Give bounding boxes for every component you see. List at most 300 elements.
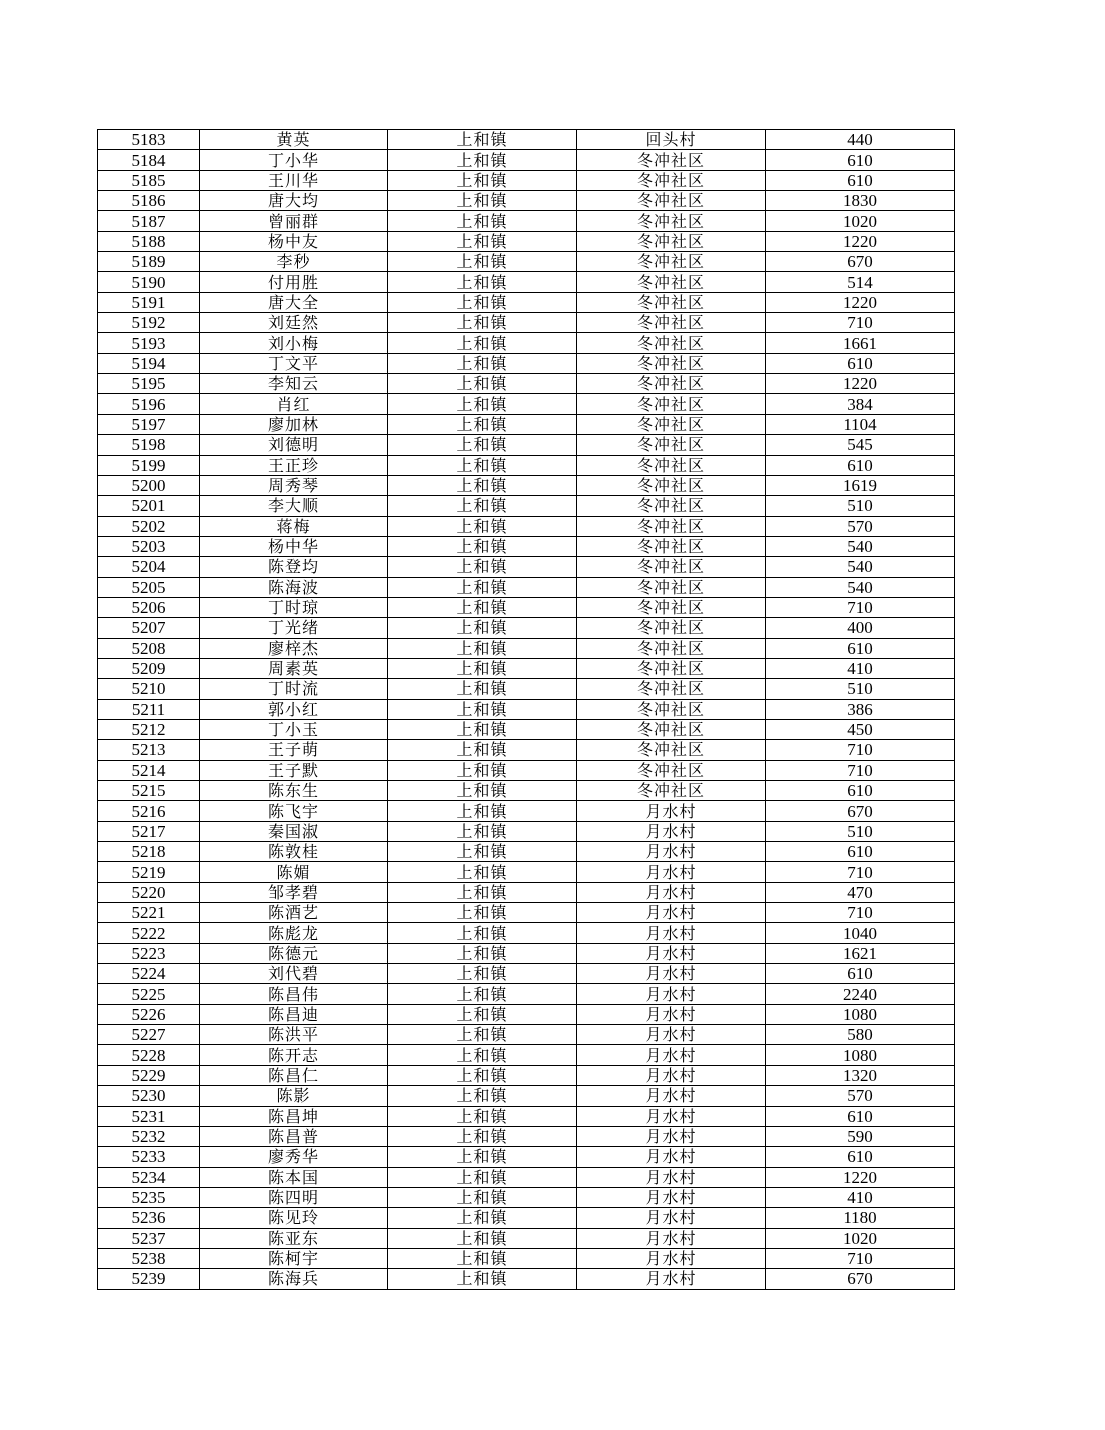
village-cell: 冬冲社区 bbox=[577, 231, 766, 251]
table-row bbox=[98, 272, 955, 292]
name-cell: 陈敦桂 bbox=[200, 842, 388, 862]
row-number-cell: 5198 bbox=[98, 435, 200, 455]
row-number-cell: 5183 bbox=[98, 130, 200, 150]
amount-cell: 1220 bbox=[766, 374, 955, 394]
village-cell: 月水村 bbox=[577, 984, 766, 1004]
amount-cell: 2240 bbox=[766, 984, 955, 1004]
village-cell: 冬冲社区 bbox=[577, 170, 766, 190]
row-number-cell: 5212 bbox=[98, 719, 200, 739]
table-row bbox=[98, 719, 955, 739]
name-cell: 李知云 bbox=[200, 374, 388, 394]
table-row bbox=[98, 333, 955, 353]
amount-cell: 410 bbox=[766, 658, 955, 678]
row-number-cell: 5235 bbox=[98, 1187, 200, 1207]
row-number-cell: 5195 bbox=[98, 374, 200, 394]
amount-cell: 450 bbox=[766, 719, 955, 739]
village-cell: 月水村 bbox=[577, 923, 766, 943]
town-cell: 上和镇 bbox=[388, 557, 577, 577]
name-cell: 王川华 bbox=[200, 170, 388, 190]
row-number-cell: 5236 bbox=[98, 1208, 200, 1228]
amount-cell: 1104 bbox=[766, 414, 955, 434]
table-row bbox=[98, 1004, 955, 1024]
town-cell: 上和镇 bbox=[388, 170, 577, 190]
amount-cell: 610 bbox=[766, 1106, 955, 1126]
name-cell: 陈媚 bbox=[200, 862, 388, 882]
name-cell: 陈见玲 bbox=[200, 1208, 388, 1228]
name-cell: 丁时流 bbox=[200, 679, 388, 699]
name-cell: 秦国淑 bbox=[200, 821, 388, 841]
village-cell: 回头村 bbox=[577, 130, 766, 150]
amount-cell: 580 bbox=[766, 1025, 955, 1045]
amount-cell: 710 bbox=[766, 740, 955, 760]
name-cell: 陈亚东 bbox=[200, 1228, 388, 1248]
amount-cell: 1020 bbox=[766, 1228, 955, 1248]
name-cell: 陈昌仁 bbox=[200, 1065, 388, 1085]
table-row bbox=[98, 1269, 955, 1289]
town-cell: 上和镇 bbox=[388, 679, 577, 699]
name-cell: 刘小梅 bbox=[200, 333, 388, 353]
amount-cell: 384 bbox=[766, 394, 955, 414]
amount-cell: 610 bbox=[766, 170, 955, 190]
village-cell: 冬冲社区 bbox=[577, 475, 766, 495]
village-cell: 冬冲社区 bbox=[577, 496, 766, 516]
row-number-cell: 5238 bbox=[98, 1248, 200, 1268]
table-row bbox=[98, 618, 955, 638]
row-number-cell: 5190 bbox=[98, 272, 200, 292]
town-cell: 上和镇 bbox=[388, 1269, 577, 1289]
town-cell: 上和镇 bbox=[388, 353, 577, 373]
amount-cell: 510 bbox=[766, 496, 955, 516]
amount-cell: 1020 bbox=[766, 211, 955, 231]
row-number-cell: 5227 bbox=[98, 1025, 200, 1045]
amount-cell: 1040 bbox=[766, 923, 955, 943]
amount-cell: 610 bbox=[766, 1147, 955, 1167]
name-cell: 唐大全 bbox=[200, 292, 388, 312]
town-cell: 上和镇 bbox=[388, 1065, 577, 1085]
amount-cell: 610 bbox=[766, 638, 955, 658]
amount-cell: 610 bbox=[766, 964, 955, 984]
village-cell: 冬冲社区 bbox=[577, 638, 766, 658]
row-number-cell: 5199 bbox=[98, 455, 200, 475]
amount-cell: 1220 bbox=[766, 231, 955, 251]
name-cell: 陈海兵 bbox=[200, 1269, 388, 1289]
table-row bbox=[98, 455, 955, 475]
amount-cell: 470 bbox=[766, 882, 955, 902]
name-cell: 廖梓杰 bbox=[200, 638, 388, 658]
town-cell: 上和镇 bbox=[388, 658, 577, 678]
village-cell: 冬冲社区 bbox=[577, 618, 766, 638]
name-cell: 李秒 bbox=[200, 252, 388, 272]
table-row bbox=[98, 1086, 955, 1106]
amount-cell: 510 bbox=[766, 821, 955, 841]
name-cell: 丁光绪 bbox=[200, 618, 388, 638]
table-row bbox=[98, 557, 955, 577]
row-number-cell: 5209 bbox=[98, 658, 200, 678]
row-number-cell: 5194 bbox=[98, 353, 200, 373]
village-cell: 冬冲社区 bbox=[577, 597, 766, 617]
name-cell: 陈酒艺 bbox=[200, 903, 388, 923]
village-cell: 冬冲社区 bbox=[577, 333, 766, 353]
town-cell: 上和镇 bbox=[388, 984, 577, 1004]
table-row bbox=[98, 1106, 955, 1126]
village-cell: 月水村 bbox=[577, 1167, 766, 1187]
table-row bbox=[98, 292, 955, 312]
amount-cell: 386 bbox=[766, 699, 955, 719]
village-cell: 冬冲社区 bbox=[577, 435, 766, 455]
town-cell: 上和镇 bbox=[388, 1167, 577, 1187]
name-cell: 丁小玉 bbox=[200, 719, 388, 739]
table-row bbox=[98, 130, 955, 150]
name-cell: 邹孝碧 bbox=[200, 882, 388, 902]
amount-cell: 590 bbox=[766, 1126, 955, 1146]
name-cell: 廖加林 bbox=[200, 414, 388, 434]
town-cell: 上和镇 bbox=[388, 1126, 577, 1146]
village-cell: 月水村 bbox=[577, 1126, 766, 1146]
data-table bbox=[97, 129, 955, 1290]
name-cell: 陈四明 bbox=[200, 1187, 388, 1207]
row-number-cell: 5197 bbox=[98, 414, 200, 434]
amount-cell: 610 bbox=[766, 842, 955, 862]
village-cell: 冬冲社区 bbox=[577, 740, 766, 760]
village-cell: 冬冲社区 bbox=[577, 211, 766, 231]
village-cell: 月水村 bbox=[577, 1106, 766, 1126]
village-cell: 月水村 bbox=[577, 1248, 766, 1268]
name-cell: 刘代碧 bbox=[200, 964, 388, 984]
village-cell: 冬冲社区 bbox=[577, 150, 766, 170]
village-cell: 冬冲社区 bbox=[577, 292, 766, 312]
village-cell: 冬冲社区 bbox=[577, 252, 766, 272]
table-row bbox=[98, 475, 955, 495]
amount-cell: 610 bbox=[766, 353, 955, 373]
table-row bbox=[98, 821, 955, 841]
town-cell: 上和镇 bbox=[388, 760, 577, 780]
name-cell: 王子默 bbox=[200, 760, 388, 780]
town-cell: 上和镇 bbox=[388, 719, 577, 739]
amount-cell: 570 bbox=[766, 1086, 955, 1106]
row-number-cell: 5188 bbox=[98, 231, 200, 251]
row-number-cell: 5210 bbox=[98, 679, 200, 699]
table-row bbox=[98, 801, 955, 821]
town-cell: 上和镇 bbox=[388, 292, 577, 312]
table-row bbox=[98, 882, 955, 902]
village-cell: 冬冲社区 bbox=[577, 353, 766, 373]
town-cell: 上和镇 bbox=[388, 435, 577, 455]
name-cell: 蒋梅 bbox=[200, 516, 388, 536]
amount-cell: 710 bbox=[766, 903, 955, 923]
name-cell: 王正珍 bbox=[200, 455, 388, 475]
town-cell: 上和镇 bbox=[388, 964, 577, 984]
table-row bbox=[98, 536, 955, 556]
village-cell: 冬冲社区 bbox=[577, 272, 766, 292]
amount-cell: 514 bbox=[766, 272, 955, 292]
town-cell: 上和镇 bbox=[388, 536, 577, 556]
name-cell: 刘廷然 bbox=[200, 313, 388, 333]
name-cell: 刘德明 bbox=[200, 435, 388, 455]
amount-cell: 1220 bbox=[766, 1167, 955, 1187]
row-number-cell: 5228 bbox=[98, 1045, 200, 1065]
town-cell: 上和镇 bbox=[388, 923, 577, 943]
name-cell: 肖红 bbox=[200, 394, 388, 414]
table-row bbox=[98, 150, 955, 170]
name-cell: 陈彪龙 bbox=[200, 923, 388, 943]
row-number-cell: 5226 bbox=[98, 1004, 200, 1024]
row-number-cell: 5237 bbox=[98, 1228, 200, 1248]
table-row bbox=[98, 842, 955, 862]
name-cell: 陈昌坤 bbox=[200, 1106, 388, 1126]
village-cell: 月水村 bbox=[577, 1269, 766, 1289]
amount-cell: 1621 bbox=[766, 943, 955, 963]
row-number-cell: 5222 bbox=[98, 923, 200, 943]
table-row bbox=[98, 211, 955, 231]
row-number-cell: 5223 bbox=[98, 943, 200, 963]
amount-cell: 670 bbox=[766, 801, 955, 821]
town-cell: 上和镇 bbox=[388, 1004, 577, 1024]
village-cell: 冬冲社区 bbox=[577, 719, 766, 739]
name-cell: 陈海波 bbox=[200, 577, 388, 597]
table-row bbox=[98, 699, 955, 719]
row-number-cell: 5220 bbox=[98, 882, 200, 902]
amount-cell: 1220 bbox=[766, 292, 955, 312]
amount-cell: 1830 bbox=[766, 191, 955, 211]
town-cell: 上和镇 bbox=[388, 618, 577, 638]
row-number-cell: 5230 bbox=[98, 1086, 200, 1106]
town-cell: 上和镇 bbox=[388, 842, 577, 862]
amount-cell: 540 bbox=[766, 577, 955, 597]
table-row bbox=[98, 1147, 955, 1167]
town-cell: 上和镇 bbox=[388, 638, 577, 658]
town-cell: 上和镇 bbox=[388, 699, 577, 719]
row-number-cell: 5205 bbox=[98, 577, 200, 597]
town-cell: 上和镇 bbox=[388, 252, 577, 272]
amount-cell: 710 bbox=[766, 760, 955, 780]
amount-cell: 1080 bbox=[766, 1004, 955, 1024]
table-row bbox=[98, 414, 955, 434]
table-row bbox=[98, 1025, 955, 1045]
row-number-cell: 5216 bbox=[98, 801, 200, 821]
row-number-cell: 5231 bbox=[98, 1106, 200, 1126]
village-cell: 冬冲社区 bbox=[577, 760, 766, 780]
village-cell: 月水村 bbox=[577, 1004, 766, 1024]
town-cell: 上和镇 bbox=[388, 903, 577, 923]
row-number-cell: 5224 bbox=[98, 964, 200, 984]
table-row bbox=[98, 252, 955, 272]
table-row bbox=[98, 1065, 955, 1085]
table-row bbox=[98, 638, 955, 658]
town-cell: 上和镇 bbox=[388, 150, 577, 170]
row-number-cell: 5186 bbox=[98, 191, 200, 211]
town-cell: 上和镇 bbox=[388, 272, 577, 292]
town-cell: 上和镇 bbox=[388, 333, 577, 353]
amount-cell: 610 bbox=[766, 150, 955, 170]
table-row bbox=[98, 577, 955, 597]
row-number-cell: 5213 bbox=[98, 740, 200, 760]
table-row bbox=[98, 658, 955, 678]
name-cell: 陈开志 bbox=[200, 1045, 388, 1065]
amount-cell: 1320 bbox=[766, 1065, 955, 1085]
village-cell: 冬冲社区 bbox=[577, 374, 766, 394]
village-cell: 月水村 bbox=[577, 1187, 766, 1207]
village-cell: 冬冲社区 bbox=[577, 699, 766, 719]
town-cell: 上和镇 bbox=[388, 211, 577, 231]
name-cell: 付用胜 bbox=[200, 272, 388, 292]
name-cell: 周素英 bbox=[200, 658, 388, 678]
name-cell: 陈德元 bbox=[200, 943, 388, 963]
row-number-cell: 5189 bbox=[98, 252, 200, 272]
amount-cell: 400 bbox=[766, 618, 955, 638]
town-cell: 上和镇 bbox=[388, 821, 577, 841]
village-cell: 月水村 bbox=[577, 801, 766, 821]
town-cell: 上和镇 bbox=[388, 1228, 577, 1248]
name-cell: 陈登均 bbox=[200, 557, 388, 577]
village-cell: 冬冲社区 bbox=[577, 516, 766, 536]
table-row bbox=[98, 496, 955, 516]
name-cell: 丁时琼 bbox=[200, 597, 388, 617]
row-number-cell: 5184 bbox=[98, 150, 200, 170]
table-row bbox=[98, 516, 955, 536]
town-cell: 上和镇 bbox=[388, 781, 577, 801]
name-cell: 杨中华 bbox=[200, 536, 388, 556]
row-number-cell: 5202 bbox=[98, 516, 200, 536]
table-row bbox=[98, 923, 955, 943]
table-row bbox=[98, 740, 955, 760]
name-cell: 陈昌普 bbox=[200, 1126, 388, 1146]
village-cell: 月水村 bbox=[577, 1045, 766, 1065]
amount-cell: 710 bbox=[766, 313, 955, 333]
town-cell: 上和镇 bbox=[388, 394, 577, 414]
table-body bbox=[98, 130, 955, 1290]
amount-cell: 440 bbox=[766, 130, 955, 150]
name-cell: 王子萌 bbox=[200, 740, 388, 760]
town-cell: 上和镇 bbox=[388, 455, 577, 475]
village-cell: 月水村 bbox=[577, 1208, 766, 1228]
name-cell: 陈影 bbox=[200, 1086, 388, 1106]
village-cell: 月水村 bbox=[577, 1025, 766, 1045]
name-cell: 陈飞宇 bbox=[200, 801, 388, 821]
amount-cell: 1080 bbox=[766, 1045, 955, 1065]
row-number-cell: 5215 bbox=[98, 781, 200, 801]
table-row bbox=[98, 1126, 955, 1146]
table-row bbox=[98, 1228, 955, 1248]
table-row bbox=[98, 374, 955, 394]
village-cell: 冬冲社区 bbox=[577, 577, 766, 597]
village-cell: 冬冲社区 bbox=[577, 658, 766, 678]
table-row bbox=[98, 1187, 955, 1207]
town-cell: 上和镇 bbox=[388, 130, 577, 150]
row-number-cell: 5203 bbox=[98, 536, 200, 556]
name-cell: 周秀琴 bbox=[200, 475, 388, 495]
table-row bbox=[98, 170, 955, 190]
table-row bbox=[98, 435, 955, 455]
row-number-cell: 5193 bbox=[98, 333, 200, 353]
amount-cell: 670 bbox=[766, 252, 955, 272]
row-number-cell: 5185 bbox=[98, 170, 200, 190]
name-cell: 李大顺 bbox=[200, 496, 388, 516]
table-row bbox=[98, 1208, 955, 1228]
town-cell: 上和镇 bbox=[388, 943, 577, 963]
table-row bbox=[98, 313, 955, 333]
table-row bbox=[98, 231, 955, 251]
table-row bbox=[98, 1045, 955, 1065]
village-cell: 冬冲社区 bbox=[577, 191, 766, 211]
name-cell: 陈洪平 bbox=[200, 1025, 388, 1045]
town-cell: 上和镇 bbox=[388, 882, 577, 902]
table-row bbox=[98, 1248, 955, 1268]
table-row bbox=[98, 943, 955, 963]
amount-cell: 510 bbox=[766, 679, 955, 699]
row-number-cell: 5207 bbox=[98, 618, 200, 638]
table-row bbox=[98, 191, 955, 211]
village-cell: 月水村 bbox=[577, 882, 766, 902]
row-number-cell: 5192 bbox=[98, 313, 200, 333]
village-cell: 月水村 bbox=[577, 903, 766, 923]
name-cell: 唐大均 bbox=[200, 191, 388, 211]
village-cell: 月水村 bbox=[577, 1147, 766, 1167]
town-cell: 上和镇 bbox=[388, 862, 577, 882]
town-cell: 上和镇 bbox=[388, 577, 577, 597]
town-cell: 上和镇 bbox=[388, 231, 577, 251]
row-number-cell: 5196 bbox=[98, 394, 200, 414]
amount-cell: 540 bbox=[766, 557, 955, 577]
row-number-cell: 5187 bbox=[98, 211, 200, 231]
amount-cell: 545 bbox=[766, 435, 955, 455]
town-cell: 上和镇 bbox=[388, 1045, 577, 1065]
table-row bbox=[98, 760, 955, 780]
row-number-cell: 5200 bbox=[98, 475, 200, 495]
town-cell: 上和镇 bbox=[388, 1086, 577, 1106]
village-cell: 冬冲社区 bbox=[577, 414, 766, 434]
amount-cell: 710 bbox=[766, 597, 955, 617]
name-cell: 陈本国 bbox=[200, 1167, 388, 1187]
town-cell: 上和镇 bbox=[388, 313, 577, 333]
village-cell: 冬冲社区 bbox=[577, 679, 766, 699]
village-cell: 月水村 bbox=[577, 1065, 766, 1085]
row-number-cell: 5191 bbox=[98, 292, 200, 312]
row-number-cell: 5233 bbox=[98, 1147, 200, 1167]
town-cell: 上和镇 bbox=[388, 740, 577, 760]
amount-cell: 1619 bbox=[766, 475, 955, 495]
name-cell: 陈昌迪 bbox=[200, 1004, 388, 1024]
table-row bbox=[98, 597, 955, 617]
amount-cell: 670 bbox=[766, 1269, 955, 1289]
amount-cell: 1180 bbox=[766, 1208, 955, 1228]
town-cell: 上和镇 bbox=[388, 1147, 577, 1167]
amount-cell: 410 bbox=[766, 1187, 955, 1207]
table-row bbox=[98, 781, 955, 801]
name-cell: 黄英 bbox=[200, 130, 388, 150]
town-cell: 上和镇 bbox=[388, 597, 577, 617]
row-number-cell: 5204 bbox=[98, 557, 200, 577]
amount-cell: 540 bbox=[766, 536, 955, 556]
table-row bbox=[98, 1167, 955, 1187]
table-row bbox=[98, 394, 955, 414]
amount-cell: 1661 bbox=[766, 333, 955, 353]
row-number-cell: 5217 bbox=[98, 821, 200, 841]
name-cell: 曾丽群 bbox=[200, 211, 388, 231]
name-cell: 丁文平 bbox=[200, 353, 388, 373]
village-cell: 冬冲社区 bbox=[577, 781, 766, 801]
town-cell: 上和镇 bbox=[388, 1208, 577, 1228]
village-cell: 冬冲社区 bbox=[577, 313, 766, 333]
town-cell: 上和镇 bbox=[388, 1025, 577, 1045]
row-number-cell: 5211 bbox=[98, 699, 200, 719]
amount-cell: 610 bbox=[766, 455, 955, 475]
row-number-cell: 5232 bbox=[98, 1126, 200, 1146]
row-number-cell: 5201 bbox=[98, 496, 200, 516]
village-cell: 冬冲社区 bbox=[577, 536, 766, 556]
village-cell: 冬冲社区 bbox=[577, 557, 766, 577]
table-row bbox=[98, 903, 955, 923]
name-cell: 陈柯宇 bbox=[200, 1248, 388, 1268]
